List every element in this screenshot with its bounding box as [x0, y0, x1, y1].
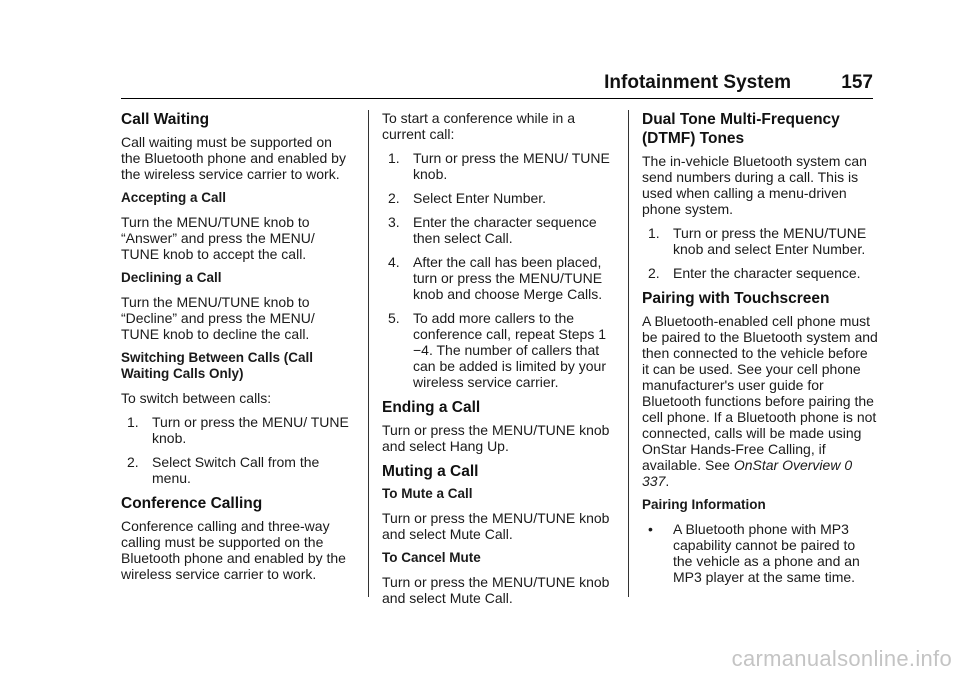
list-item: 4. After the call has been placed, turn or press the MENU/TUNE knob and choose Merge Calls. — [388, 254, 603, 302]
column-divider-2 — [628, 110, 629, 597]
text-pairing: A Bluetooth-enabled cell phone must be paired to the Bluetooth system and then connected to the vehicle before it can be used. See your cell phone manufacturer's user guide for Bluetooth functions before pairing the cell phone. If a Bluetooth phone is not connected, calls will be made using OnStar Hands-Free Calling, if available. See OnStar Overview 0 337. — [642, 313, 878, 489]
text-start-conference: To start a conference while in a current call: — [382, 110, 575, 142]
heading-conference: Conference Calling — [121, 495, 263, 512]
text-accepting: Turn the MENU/TUNE knob to “Answer” and press the MENU/ TUNE knob to accept the call. — [121, 214, 315, 262]
text-cancel-mute: Turn or press the MENU/TUNE knob and select Mute Call. — [382, 574, 610, 606]
text-declining: Turn the MENU/TUNE knob to “Decline” and press the MENU/ TUNE knob to decline the call. — [121, 294, 315, 342]
switching-steps — [121, 414, 355, 486]
list-item: • A Bluetooth phone with MP3 capability cannot be paired to the vehicle as a phone and an MP3 player at the same time. — [648, 521, 860, 585]
page-reference: 0 337 — [642, 457, 853, 489]
list-item: 2. Select Switch Call from the menu. — [127, 454, 320, 486]
list-item: 5. To add more callers to the conference call, repeat Steps 1 −4. The number of callers that can be added is limited by your wireless service carrier. — [388, 310, 607, 390]
text-mute: Turn or press the MENU/TUNE knob and select Mute Call. — [382, 510, 610, 542]
list-item: 2. Enter the character sequence. — [648, 265, 861, 281]
dtmf-steps — [642, 225, 878, 281]
heading-call-waiting: Call Waiting — [121, 111, 210, 128]
subheading-pairing-info: Pairing Information — [642, 497, 766, 512]
conference-steps — [382, 150, 614, 390]
subheading-cancel-mute: To Cancel Mute — [382, 550, 481, 565]
list-item: 1. Turn or press the MENU/ TUNE knob. — [127, 414, 349, 446]
list-item: 1. Turn or press the MENU/ TUNE knob. — [388, 150, 610, 182]
subheading-mute: To Mute a Call — [382, 486, 473, 501]
subheading-switching: Switching Between Calls (Call Waiting Calls Only) — [121, 350, 314, 381]
column-3 — [642, 110, 878, 585]
text-conference: Conference calling and three-way calling must be supported on the Bluetooth phone and enabled by the wireless service carrier to work. — [121, 518, 346, 582]
text-dtmf: The in-vehicle Bluetooth system can send numbers during a call. This is used when calling a menu-driven phone system. — [642, 153, 867, 217]
page-header — [121, 68, 873, 99]
text-ending: Turn or press the MENU/TUNE knob and select Hang Up. — [382, 422, 610, 454]
page-number: 157 — [841, 72, 873, 93]
list-item: 1. Turn or press the MENU/TUNE knob and select Enter Number. — [648, 225, 867, 257]
column-1 — [121, 110, 355, 590]
text-switching: To switch between calls: — [121, 390, 272, 406]
subheading-declining: Declining a Call — [121, 270, 222, 285]
list-item: 3. Enter the character sequence then select Call. — [388, 214, 597, 246]
heading-dtmf: Dual Tone Multi-Frequency (DTMF) Tones — [642, 111, 840, 147]
section-title: Infotainment System — [604, 72, 791, 93]
column-divider-1 — [368, 110, 369, 597]
heading-muting: Muting a Call — [382, 463, 479, 480]
heading-ending: Ending a Call — [382, 399, 481, 416]
column-2 — [382, 110, 614, 614]
subheading-accepting: Accepting a Call — [121, 190, 227, 205]
bullet-icon: • — [648, 521, 653, 537]
heading-pairing: Pairing with Touchscreen — [642, 290, 830, 307]
list-item: 2. Select Enter Number. — [388, 190, 547, 206]
onstar-overview-link[interactable]: OnStar Overview — [733, 457, 841, 473]
text-call-waiting: Call waiting must be supported on the Bluetooth phone and enabled by the wireless service carrier to work. — [121, 134, 346, 182]
watermark: carmanualsonline.info — [731, 646, 952, 671]
